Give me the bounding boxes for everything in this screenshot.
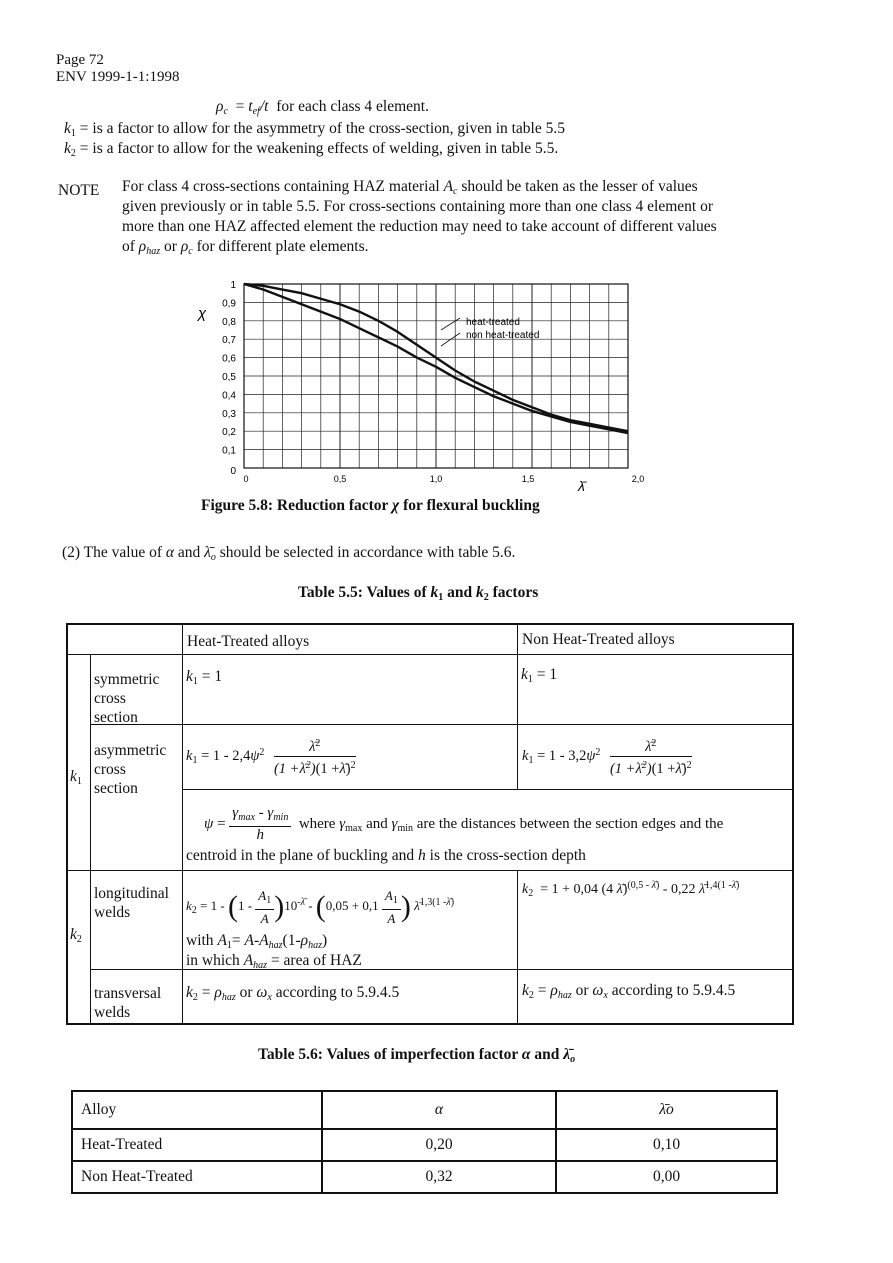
table-row — [72, 1161, 777, 1193]
legend-leader-heat-treated — [441, 318, 460, 330]
asymmetric-label: asymmetric cross section — [94, 742, 167, 797]
y-tick-label: 0,6 — [222, 353, 236, 365]
x-tick-label: 0,5 — [333, 474, 347, 484]
col-header-lambda0: λ̄o — [556, 1091, 777, 1129]
lambda0-cell: 0,10 — [556, 1129, 777, 1161]
paragraph-2: (2) The value of α and $\lambdā_o$ should be selected in accordance with table 5.6. — [62, 544, 516, 563]
k2-definition: $k_2$ = is a factor to allow for the weakening effects of welding, given in table 5.5. — [64, 140, 559, 159]
trans-ht-value: $k_2 = \rho_{haz}$ or $\omega_x$ according to 5.9.4.5 — [186, 984, 400, 1003]
chart-axes — [222, 280, 644, 484]
x-tick-label: 0 — [243, 474, 249, 484]
in-which-ahaz: in which $A_{haz}$ = area of HAZ — [186, 952, 362, 971]
x-tick-label: 1,5 — [521, 474, 535, 484]
chart-grid — [244, 284, 628, 468]
note-line-4: of $\rho_{haz}$ or $\rho_c$ for different plate elements. — [122, 238, 369, 257]
long-nht-formula: $k_2 = 1 + 0,04$ (4 λ̄)$^{(0,5 - \lambdā)}$ - 0,22 λ̄$^{1,4(1 -\lambdā)}$ — [522, 880, 740, 899]
legend-non-heat-treated: non heat-treated — [466, 330, 540, 341]
x-tick-label: 1,0 — [429, 474, 443, 484]
long-ht-formula: $k_2 = 1 - (1$ - $\frac{A_1}{A}$ )$10^{-\lambdā} - (0,05 + 0,1$ $\frac{A_1}{A}$ ) λ̄$^{1,3(1 -\lambdā)}$ — [186, 888, 455, 926]
legend-heat-treated: heat-treated — [466, 317, 520, 328]
table-row — [72, 1129, 777, 1161]
k1-definition: $k_1$ = is a factor to allow for the asymmetry of the cross-section, given in table 5.5 — [64, 120, 565, 139]
asym-nht-formula: $k_1 = 1 - 3,2\psi^2$ $\frac{\lambdā^2}{(1 +\lambdā^2)(1 +\lambdā)^2}$ — [522, 735, 692, 778]
y-tick-label: 0,5 — [222, 372, 236, 383]
rho-c-definition: $\rho_c = t_{ef}/t$ for each class 4 element. — [216, 98, 429, 117]
table-5-6-caption: Table 5.6: Values of imperfection factor α and $\lambdā_o$ — [258, 1046, 576, 1065]
col-header-alpha: α — [322, 1091, 556, 1129]
y-tick-label: 0,4 — [222, 390, 236, 402]
y-axis-label: χ — [198, 305, 207, 322]
note-line-2: given previously or in table 5.5. For cross-sections containing more than one class 4 element or — [122, 198, 714, 215]
note-line-1: For class 4 cross-sections containing HAZ material $A_c$ should be taken as the lesser of values — [122, 178, 698, 197]
lambda0-cell: 0,00 — [556, 1161, 777, 1193]
transversal-welds-label: transversal welds — [94, 985, 162, 1021]
figure-caption: Figure 5.8: Reduction factor χ for flexural buckling — [201, 497, 540, 514]
header-heat-treated: Heat-Treated alloys — [187, 633, 310, 650]
y-tick-label: 0 — [230, 466, 236, 477]
y-tick-label: 0,7 — [222, 335, 236, 347]
x-tick-label: 2,0 — [631, 474, 645, 484]
asym-ht-formula: $k_1 = 1 - 2,4\psi^2$ $\frac{\lambdā^2}{(1 +\lambdā^2)(1 +\lambdā)^2}$ — [186, 735, 356, 778]
alpha-cell: 0,32 — [322, 1161, 556, 1193]
y-tick-label: 0,8 — [222, 316, 236, 328]
symmetric-label: symmetric cross section — [94, 671, 160, 726]
y-tick-label: 0,9 — [222, 298, 236, 310]
with-a1: with $A_1= A-A_{haz}(1-\rho_{haz})$ — [186, 932, 328, 951]
note-label: NOTE — [58, 182, 100, 199]
y-tick-label: 0,1 — [222, 445, 236, 457]
alloy-cell: Non Heat-Treated — [72, 1161, 322, 1193]
page-number: Page 72 — [56, 52, 104, 68]
y-tick-label: 0,3 — [222, 408, 236, 420]
trans-nht-value: $k_2 = \rho_{haz}$ or $\omega_x$ according to 5.9.4.5 — [522, 982, 736, 1001]
psi-definition: ψ = $\frac{\gamma_{max} - \gamma_{min}}{h}$ where $\gamma_{max}$ and $\gamma_{min}$ are the distances between the section edges and the — [204, 805, 724, 843]
standard-code: ENV 1999-1-1:1998 — [56, 69, 180, 85]
sym-nht-value: $k_1 = 1$ — [521, 666, 558, 685]
k1-row-label: $k_1$ — [70, 768, 82, 787]
k2-row-label: $k_2$ — [70, 926, 82, 945]
alloy-cell: Heat-Treated — [72, 1129, 322, 1161]
y-tick-label: 0,2 — [222, 427, 236, 439]
header-non-heat-treated: Non Heat-Treated alloys — [522, 631, 675, 648]
alpha-cell: 0,20 — [322, 1129, 556, 1161]
col-header-alloy: Alloy — [72, 1091, 322, 1129]
psi-definition-line-2: centroid in the plane of buckling and h is the cross-section depth — [186, 847, 586, 864]
x-axis-label: λ̄ — [578, 478, 585, 494]
note-line-3: more than one HAZ affected element the reduction may need to take account of different values — [122, 218, 717, 235]
buckling-chart — [0, 0, 893, 520]
longitudinal-welds-label: longitudinal welds — [94, 885, 169, 921]
y-tick-label: 1 — [230, 280, 236, 291]
table-5-5-caption: Table 5.5: Values of $k_1$ and $k_2$ factors — [298, 584, 539, 603]
sym-ht-value: $k_1 = 1$ — [186, 668, 223, 687]
table-5-6 — [71, 1090, 778, 1194]
